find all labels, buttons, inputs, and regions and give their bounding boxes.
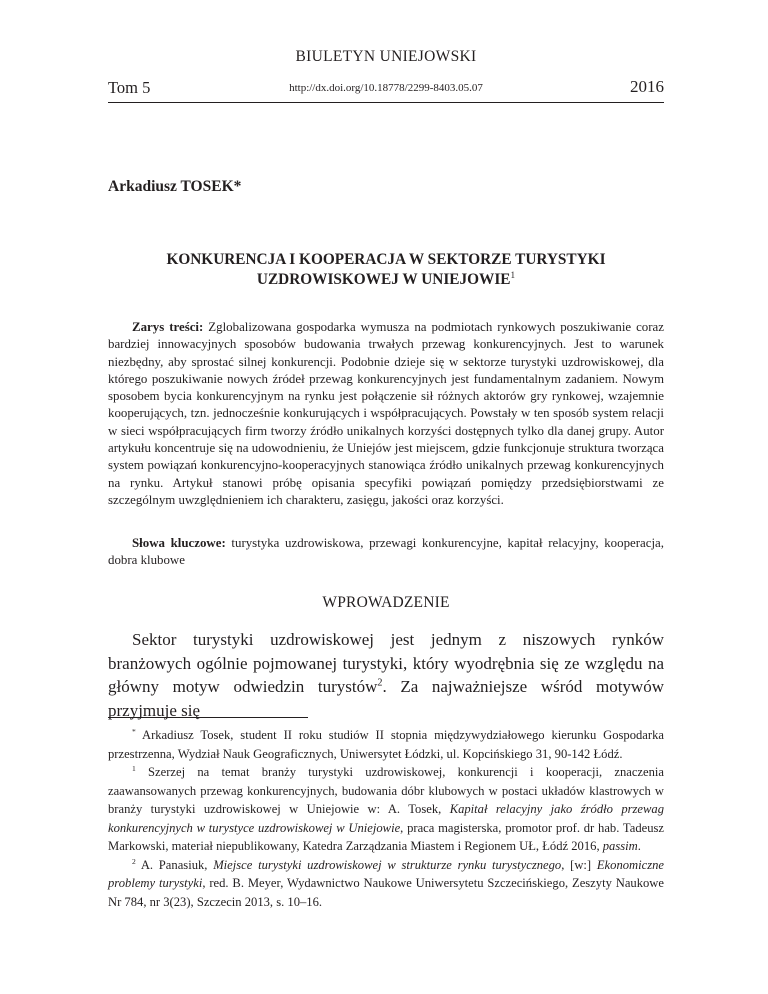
- intro-paragraph: [108, 628, 664, 722]
- footnote-mark: 2: [132, 856, 136, 866]
- title-line-1: KONKURENCJA I KOOPERACJA W SEKTORZE TURYSTYKI: [166, 251, 606, 268]
- title-line-2: [108, 270, 664, 290]
- article-title: [108, 250, 664, 290]
- volume-label: Tom 5: [108, 78, 151, 97]
- footnote-text: Szerzej na temat branży turystyki uzdrowiskowej, konkurencji i kooperacji, znaczenia zaawansowanych przewag konkurencyjnych, budowania dóbr klubowych w postaci układów klastrowych w branży turystyki uzdrowiskowej w Uniejowie w: A. Tosek,: [108, 765, 664, 816]
- footnote-text: Arkadiusz Tosek, student II roku studiów II stopnia międzywydziałowego kierunku Gospodarka przestrzenna, Wydział Nauk Geograficznych, Uniwersytet Łódzki, ul. Kopcińskiego 31, 90-142 Łódź.: [108, 728, 664, 761]
- title-line-2-text: UZDROWISKOWEJ W UNIEJOWIE: [256, 271, 511, 288]
- footnote-separator: [108, 717, 308, 718]
- footnote-italic: passim: [602, 839, 638, 853]
- abstract-text: Zglobalizowana gospodarka wymusza na podmiotach rynkowych poszukiwanie coraz bardziej innowacyjnych sposobów budowania trwałych przewag konkurencyjnych. Jest to warunek niezbędny, aby sprostać silnej konkurencji. Podobnie dzieje się w sektorze turystyki uzdrowiskowej, dla którego poszukiwanie nowych źródeł przewag konkurencyjnych jest fundamentalnym zadaniem. Nowym sposobem bycia konkurencyjnym na rynku jest połączenie sił różnych aktorów gry rynkowej, wzajemnie kooperujących, tzn. jednocześnie konkurujących i współpracujących. Powstały w ten sposób system relacji w sieci współpracujących firm tworzy źródło unikalnych korzyści dostępnych tylko dla danej grupy. Autor artykułu koncentruje się na udowodnieniu, że Uniejów jest miejscem, gdzie funkcjonuje struktura tworząca system powiązań konkurencyjno-kooperacyjnych stanowiąca źródło unikalnych przewag konkurencyjnych na rynku. Artykuł stanowi próbę opisania specyfiki powiązań pomiędzy przedsiębiorstwami ze szczególnym uwzględnieniem ich charakteru, zasięgu, jakości oraz korzyści.: [108, 320, 664, 507]
- footnote-text: A. Panasiuk,: [140, 857, 208, 872]
- abstract-label: Zarys treści:: [132, 320, 204, 334]
- footnote-mark: *: [132, 726, 136, 736]
- footnote-italic-title: Kapitał relacyjny jako źródło przewag konkurencyjnych w turystyce uzdrowiskowej w Uniejowie: [108, 802, 664, 835]
- intro-text-b: . Za najważniejsze wśród motywów przyjmuje się: [108, 677, 664, 720]
- footnote-author: [108, 726, 664, 763]
- footnote-italic-title: Miejsce turystyki uzdrowiskowej w strukturze rynku turystycznego: [213, 857, 562, 872]
- journal-name: BIULETYN UNIEJOWSKI: [295, 48, 477, 65]
- footnote-mark: 1: [132, 763, 136, 773]
- footnote-ref-1[interactable]: 1: [510, 269, 516, 280]
- section-heading: WPROWADZENIE: [322, 594, 450, 611]
- footnote-text: , red. B. Meyer, Wydawnictwo Naukowe Uniwersytetu Szczecińskiego, Zeszyty Naukowe Nr 784, nr 3(23), Szczecin 2013, s. 10–16.: [108, 876, 664, 909]
- abstract: [108, 319, 664, 509]
- doi-link[interactable]: http://dx.doi.org/10.18778/2299-8403.05.07: [289, 82, 483, 94]
- footnote-text: , [w:]: [561, 857, 592, 872]
- year-label: 2016: [630, 77, 664, 96]
- footnote-italic-title: Ekonomiczne problemy turystyki: [108, 857, 665, 890]
- footnote-text: .: [637, 839, 641, 853]
- footnote-ref-2[interactable]: 2: [377, 677, 383, 689]
- keywords-label: Słowa kluczowe:: [132, 536, 226, 550]
- footnotes: [108, 726, 664, 911]
- footnote-text: , praca magisterska, promotor prof. dr hab. Tadeusz Markowski, materiał niepublikowany, Katedra Zarządzania Miastem i Regionem UŁ, Łódź 2016,: [108, 820, 664, 853]
- keywords-text: turystyka uzdrowiskowa, przewagi konkurencyjne, kapitał relacyjny, kooperacja, dobra klubowe: [108, 536, 664, 568]
- author-name: Arkadiusz TOSEK*: [108, 178, 242, 195]
- footnote-1: [108, 763, 664, 856]
- keywords: [108, 535, 664, 570]
- intro-text-a: Sektor turystyki uzdrowiskowej jest jednym z niszowych rynków branżowych ogólnie pojmowanej turystyki, który wyodrębnia się ze względu na główny motyw odwiedzin turystów: [108, 630, 664, 696]
- footnote-2: [108, 856, 664, 912]
- header-rule: [108, 102, 664, 103]
